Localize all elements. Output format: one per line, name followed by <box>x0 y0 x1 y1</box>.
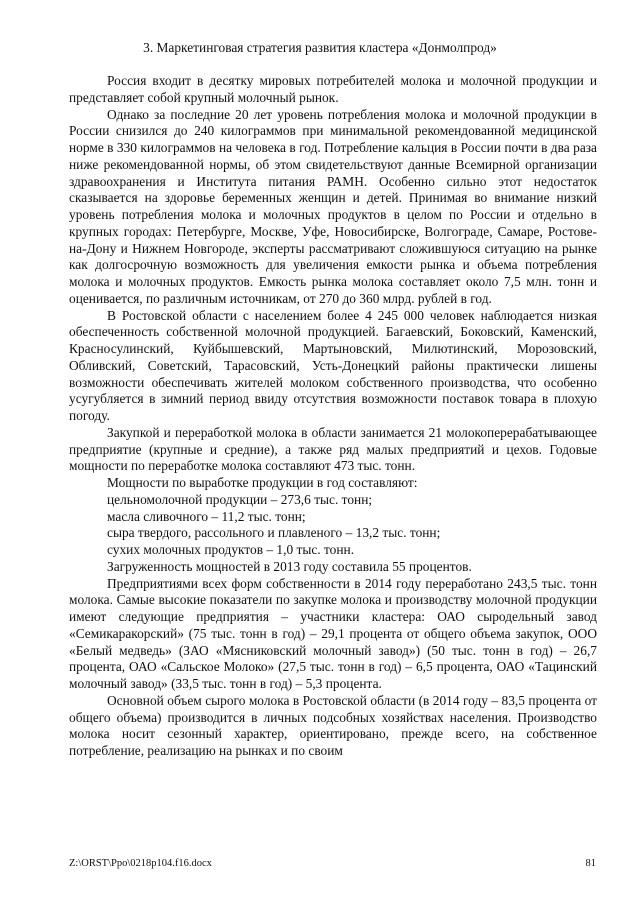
section-heading: 3. Маркетинговая стратегия развития кластера «Донмолпрод» <box>143 40 497 55</box>
paragraph: Однако за последние 20 лет уровень потребления молока и молочной продукции в России снизился до 240 килограммов при минимальной рекомендованной медицинской норме в 330 килограммов на человека в год. Потребление кальция в России почти в два раза ниже рекомендованной нормы, об этом свидетельствуют данные Всемирной организации здравоохранения и Института питания РАМН. Особенно сильно этот недостаток сказывается на здоровье беременных женщин и детей. Принимая во внимание низкий уровень потребления молока и молочных продуктов в целом по России и отдельно в крупных городах: Петербурге, Москве, Уфе, Новосибирске, Волгограде, Самаре, Ростове-на-Дону и Нижнем Новгороде, эксперты рассматривают сложившуюся ситуацию на рынке как долгосрочную возможность для увеличения емкости рынка и объема потребления молока и молочных продуктов. Емкость рынка молока составляет около 7,5 млн. тонн и оценивается, по различным источникам, от 270 до 360 млрд. рублей в год. <box>69 106 597 306</box>
page-number: 81 <box>585 858 596 869</box>
list-intro: Мощности по выработке продукции в год составляют: <box>107 475 418 490</box>
footer-file-path: Z:\ORST\Ppo\0218p104.f16.docx <box>69 858 212 869</box>
list-item: сыра твердого, рассольного и плавленого – 13,2 тыс. тонн; <box>107 525 441 541</box>
paragraph: Россия входит в десятку мировых потребителей молока и молочной продукции и представляет собой крупный молочный рынок. <box>69 73 597 105</box>
list-item: масла сливочного – 11,2 тыс. тонн; <box>107 508 306 524</box>
paragraph: В Ростовской области с населением более 4 245 000 человек наблюдается низкая обеспеченность собственной молочной продукцией. Багаевский, Боковский, Каменский, Красносулинский, Куйбышевский, Мартыновский, Милютинский, Морозовский, Обливский, Советский, Тарасовский, Усть-Донецкий районы практически лишены возможности обеспечивать жителей молоком собственного производства, что особенно усугубляется в зимний период ввиду отсутствия возможности поставок товара в плохую погоду. <box>69 307 597 423</box>
paragraph: Предприятиями всех форм собственности в 2014 году переработано 243,5 тыс. тонн молока. Самые высокие показатели по закупке молока и производству молочной продукции имеют следующие предприятия – участники кластера: ОАО сыродельный завод «Семикаракорский» (75 тыс. тонн в год) – 29,1 процента от общего объема закупок, ООО «Белый медведь» (ЗАО «Мясниковский молочный завод») (50 тыс. тонн в год) – 26,7 процента, ОАО «Сальское Молоко» (27,5 тыс. тонн в год) – 6,5 процента, ОАО «Тацинский молочный завод» (33,5 тыс. тонн в год) – 5,3 процента. <box>69 575 597 691</box>
paragraph: Основной объем сырого молока в Ростовской области (в 2014 году – 83,5 процента от общего объема) производится в личных подсобных хозяйствах населения. Производство молока носит сезонный характер, ориентировано, прежде всего, на собственное потребление, реализацию на рынках и по своим <box>69 692 597 758</box>
document-body <box>69 73 597 760</box>
paragraph: Закупкой и переработкой молока в области занимается 21 молокоперерабатывающее предприятие (крупные и средние), а также ряд малых предприятий и цехов. Годовые мощности по переработке молока составляют 473 тыс. тонн. <box>69 424 597 474</box>
list-item: цельномолочной продукции – 273,6 тыс. тонн; <box>107 491 373 507</box>
list-item: сухих молочных продуктов – 1,0 тыс. тонн. <box>107 542 355 557</box>
paragraph: Загруженность мощностей в 2013 году составила 55 процентов. <box>107 558 472 574</box>
